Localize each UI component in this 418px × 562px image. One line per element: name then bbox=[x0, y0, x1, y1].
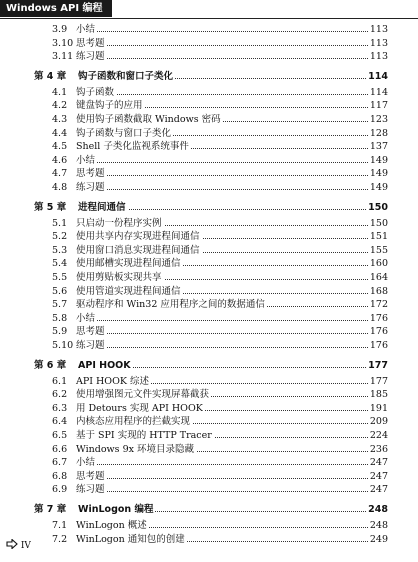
toc-number: 5.2 bbox=[52, 231, 68, 243]
toc-number: 4.7 bbox=[52, 168, 68, 180]
toc-number: 5.1 bbox=[52, 217, 68, 229]
toc-number: 5.6 bbox=[52, 285, 68, 297]
toc-title: 进程间通信 bbox=[78, 201, 126, 213]
toc-number: 6.4 bbox=[52, 416, 68, 428]
toc-title: 使用管道实现进程间通信 bbox=[76, 285, 181, 297]
dot-leader bbox=[80, 58, 370, 59]
running-header bbox=[0, 0, 418, 19]
dot-leader bbox=[80, 175, 370, 176]
toc-page-number: 150 bbox=[368, 201, 388, 213]
toc-number: 4.5 bbox=[52, 141, 68, 153]
toc-page-number: 160 bbox=[369, 258, 388, 270]
toc-page-number: 164 bbox=[369, 272, 388, 283]
dot-leader bbox=[80, 45, 370, 46]
toc-title: 练习题 bbox=[76, 340, 105, 351]
toc-title: 思考题 bbox=[76, 37, 105, 49]
toc-number: 6.5 bbox=[52, 430, 68, 441]
toc-number: 4.2 bbox=[52, 100, 68, 112]
toc-page-number: 248 bbox=[369, 520, 388, 531]
dot-leader bbox=[80, 189, 370, 190]
toc-section-row bbox=[0, 49, 418, 64]
toc-number: 第 7 章 bbox=[34, 504, 67, 515]
dot-leader bbox=[80, 94, 370, 95]
toc-page-number: 113 bbox=[369, 37, 388, 49]
toc-number: 7.2 bbox=[52, 533, 68, 545]
toc-section-row bbox=[0, 338, 418, 353]
toc-page-number: 247 bbox=[369, 484, 388, 496]
toc-page-number: 150 bbox=[369, 217, 388, 229]
toc-title: 思考题 bbox=[76, 470, 105, 482]
toc-page-number: 113 bbox=[369, 51, 388, 63]
toc-section-row bbox=[0, 482, 418, 497]
toc-number: 3.9 bbox=[52, 24, 68, 35]
toc-page-number: 123 bbox=[369, 114, 388, 125]
toc-title: 思考题 bbox=[76, 326, 105, 338]
toc-page-number: 149 bbox=[369, 168, 388, 180]
toc-title: 驱动程序和 Win32 应用程序之间的数据通信 bbox=[76, 299, 265, 311]
arrow-right-icon bbox=[6, 539, 18, 549]
toc-number: 4.8 bbox=[52, 182, 68, 193]
toc-page-number: 114 bbox=[369, 86, 388, 98]
toc-page-number: 224 bbox=[369, 430, 388, 441]
toc-number: 6.8 bbox=[52, 470, 68, 482]
toc-page-number: 177 bbox=[369, 375, 388, 387]
toc-number: 6.9 bbox=[52, 484, 68, 496]
toc-number: 5.9 bbox=[52, 326, 68, 338]
dot-leader bbox=[80, 162, 370, 163]
dot-leader bbox=[80, 478, 370, 479]
toc-number: 第 5 章 bbox=[34, 201, 67, 213]
toc-title: 练习题 bbox=[76, 182, 105, 193]
toc-section-row bbox=[0, 532, 418, 547]
toc-title: 使用增强图元文件实现屏幕截获 bbox=[76, 389, 210, 401]
toc-page-number: 236 bbox=[369, 443, 388, 455]
toc-page-number: 117 bbox=[369, 100, 388, 112]
toc-page-number: 155 bbox=[369, 244, 388, 256]
toc-number: 5.4 bbox=[52, 258, 68, 270]
toc-page-number: 149 bbox=[369, 154, 388, 166]
toc-page-number: 247 bbox=[369, 457, 388, 469]
toc-title: API HOOK 综述 bbox=[76, 375, 150, 387]
toc-number: 5.3 bbox=[52, 244, 68, 256]
toc-page-number: 137 bbox=[369, 141, 388, 153]
toc-page-number: 185 bbox=[369, 389, 388, 401]
toc-title: API HOOK bbox=[78, 359, 131, 371]
page-number: IV bbox=[20, 541, 31, 551]
dot-leader bbox=[80, 31, 370, 32]
toc-section-row bbox=[0, 180, 418, 195]
toc-number: 4.6 bbox=[52, 154, 68, 166]
toc-number: 6.3 bbox=[52, 402, 68, 414]
toc-title: WinLogon 概述 bbox=[76, 520, 147, 531]
dot-leader bbox=[80, 347, 370, 348]
toc-page-number: 151 bbox=[369, 231, 388, 243]
toc-title: WinLogon 编程 bbox=[78, 504, 154, 515]
toc-title: 练习题 bbox=[76, 51, 105, 63]
toc-number: 5.7 bbox=[52, 299, 68, 311]
toc-title: 用 Detours 实现 API HOOK bbox=[76, 402, 203, 414]
toc-page-number: 114 bbox=[368, 70, 388, 82]
toc-number: 6.7 bbox=[52, 457, 68, 469]
dot-leader bbox=[80, 464, 370, 465]
toc-title: 内核态应用程序的拦截实现 bbox=[76, 416, 191, 428]
toc-title: 小结 bbox=[76, 154, 96, 166]
toc-title: 钩子函数 bbox=[76, 86, 115, 98]
dot-leader bbox=[80, 333, 370, 334]
toc-title: 小结 bbox=[76, 24, 96, 35]
toc-page-number: 248 bbox=[368, 504, 388, 515]
toc-chapter-row bbox=[0, 69, 418, 84]
toc-page-number: 172 bbox=[369, 299, 388, 311]
dot-leader bbox=[80, 320, 370, 321]
toc-number: 3.10 bbox=[52, 37, 74, 49]
toc-number: 3.11 bbox=[52, 51, 74, 63]
toc-number: 7.1 bbox=[52, 520, 68, 531]
toc-title: 使用窗口消息实现进程间通信 bbox=[76, 244, 200, 256]
toc-title: 基于 SPI 实现的 HTTP Tracer bbox=[76, 430, 212, 441]
toc-number: 4.3 bbox=[52, 114, 68, 125]
toc-page-number: 168 bbox=[369, 285, 388, 297]
toc-title: 使用邮槽实现进程间通信 bbox=[76, 258, 181, 270]
toc-title: 钩子函数与窗口子类化 bbox=[76, 127, 172, 139]
toc-title: 小结 bbox=[76, 457, 96, 469]
header-title: Windows API 编程 bbox=[0, 0, 112, 17]
toc-page-number: 247 bbox=[369, 470, 388, 482]
toc-chapter-row bbox=[0, 358, 418, 373]
toc-page-number: 191 bbox=[369, 402, 388, 414]
toc-title: 思考题 bbox=[76, 168, 105, 180]
toc-page-number: 249 bbox=[369, 533, 388, 545]
toc-number: 6.1 bbox=[52, 375, 68, 387]
toc-number: 第 6 章 bbox=[34, 359, 67, 371]
toc-title: 使用共享内存实现进程间通信 bbox=[76, 231, 200, 243]
toc-number: 第 4 章 bbox=[34, 70, 67, 82]
toc-number: 4.4 bbox=[52, 127, 68, 139]
toc-title: 使用钩子函数截取 Windows 密码 bbox=[76, 114, 221, 125]
toc-title: 使用剪贴板实现共享 bbox=[76, 272, 162, 283]
toc-chapter-row bbox=[0, 502, 418, 517]
toc-title: 只启动一份程序实例 bbox=[76, 217, 162, 229]
toc-title: Shell 子类化监视系统事件 bbox=[76, 141, 189, 153]
toc-title: WinLogon 通知包的创建 bbox=[76, 533, 185, 545]
toc-chapter-row bbox=[0, 200, 418, 215]
toc-page-number: 176 bbox=[369, 340, 388, 351]
toc-number: 4.1 bbox=[52, 86, 68, 98]
toc-number: 6.6 bbox=[52, 443, 68, 455]
toc-title: 小结 bbox=[76, 312, 96, 324]
toc-page-number: 149 bbox=[369, 182, 388, 193]
toc-number: 5.10 bbox=[52, 340, 74, 351]
toc-title: 键盘钩子的应用 bbox=[76, 100, 143, 112]
toc-number: 5.8 bbox=[52, 312, 68, 324]
toc-title: 练习题 bbox=[76, 484, 105, 496]
toc-title: 钩子函数和窗口子类化 bbox=[78, 70, 174, 82]
dot-leader bbox=[80, 491, 370, 492]
toc-number: 6.2 bbox=[52, 389, 68, 401]
page-footer bbox=[6, 538, 31, 553]
toc-page-number: 128 bbox=[369, 127, 388, 139]
toc-page-number: 176 bbox=[369, 312, 388, 324]
toc-page-number: 177 bbox=[368, 359, 388, 371]
toc-page-number: 176 bbox=[369, 326, 388, 338]
toc-page-number: 209 bbox=[369, 416, 388, 428]
toc-page-number: 113 bbox=[369, 24, 388, 35]
toc-title: Windows 9x 环境目录隐藏 bbox=[76, 443, 195, 455]
toc-number: 5.5 bbox=[52, 272, 68, 283]
